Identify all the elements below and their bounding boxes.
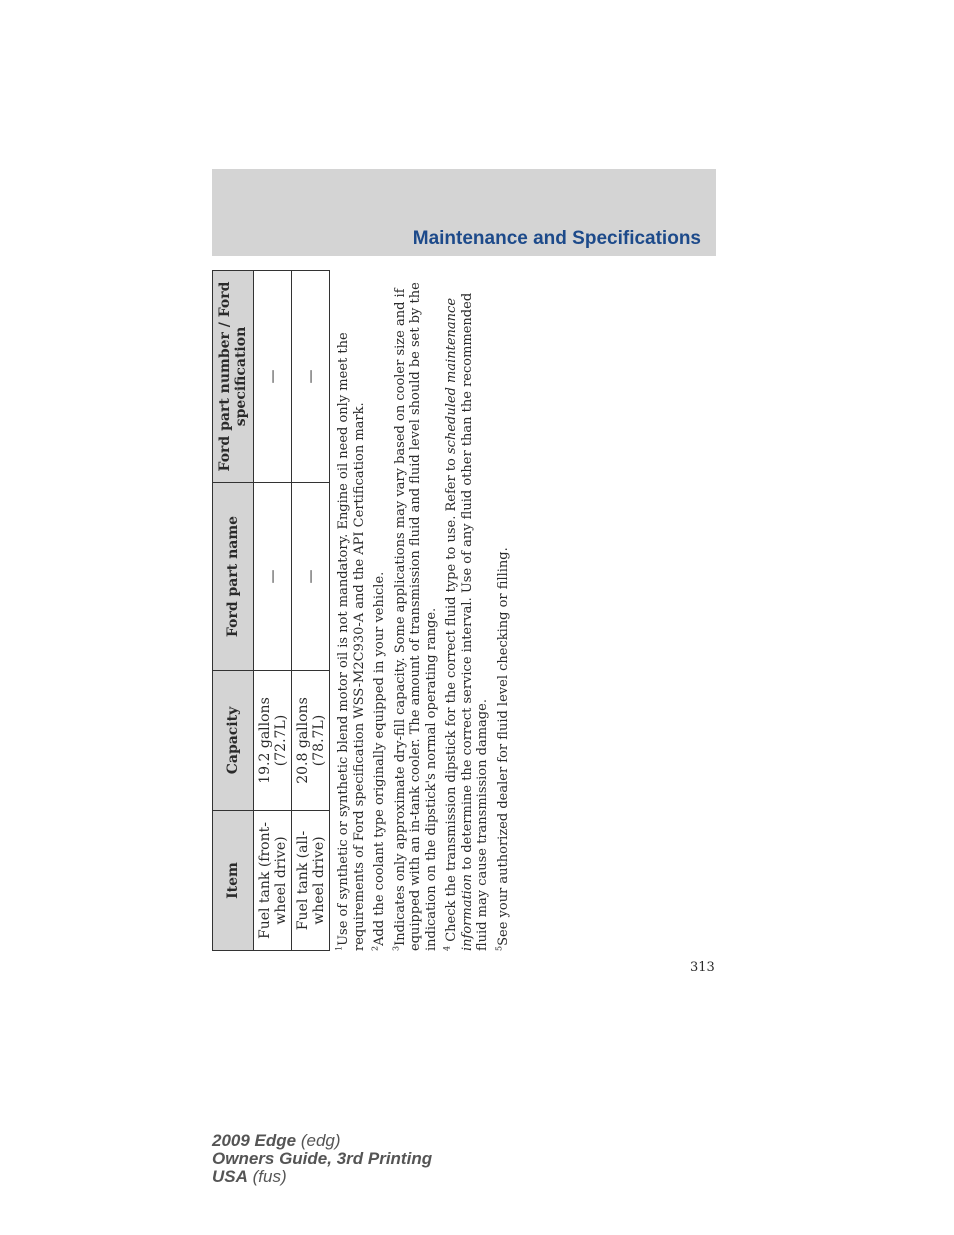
footnote-5 — [496, 271, 512, 951]
table-header-cell: Item — [213, 811, 254, 951]
footnote-text: Use of synthetic or synthetic blend motor oil is not mandatory. Engine oil need only meet the requirements of Ford specification WSS-M2C930-A and the API Certification mark. — [336, 332, 367, 951]
table-cell: — — [254, 271, 292, 483]
footer-line-3 — [212, 1168, 432, 1186]
footnote-4 — [444, 271, 491, 951]
table-cell: — — [292, 483, 330, 671]
footer-line-2: Owners Guide, 3rd Printing — [212, 1149, 433, 1168]
table-header-cell: Ford part number / Ford specification — [213, 271, 254, 483]
table-cell: — — [292, 271, 330, 483]
footnote-mark: 5 — [494, 945, 504, 951]
footnote-mark: 1 — [334, 945, 344, 951]
footnote-text: See your authorized dealer for fluid level checking or filling. — [495, 547, 511, 946]
footnote-text: Check the transmission dipstick for the correct fluid type to use. Refer to — [444, 454, 459, 946]
table-header-row — [213, 271, 254, 951]
footer-market: USA — [212, 1167, 248, 1186]
footnote-mark: 3 — [391, 945, 401, 951]
table-cell: Fuel tank (all-wheel drive) — [292, 811, 330, 951]
footer-market-code: (fus) — [247, 1167, 287, 1186]
page-number: 313 — [690, 960, 715, 975]
footnotes — [336, 271, 511, 951]
footnote-mark: 4 — [442, 945, 452, 951]
rotated-content-inner — [212, 271, 532, 951]
footer-model-code: (edg) — [296, 1131, 341, 1150]
table-cell: 19.2 gallons (72.7L) — [254, 671, 292, 811]
footnote-2 — [372, 271, 388, 951]
table-row — [254, 271, 292, 951]
footnote-mark: 2 — [370, 945, 380, 951]
table-cell: — — [254, 483, 292, 671]
rotated-content — [212, 271, 532, 951]
capacity-table — [212, 270, 330, 951]
table-row — [292, 271, 330, 951]
section-title: Maintenance and Specifications — [412, 228, 701, 249]
footnote-3 — [393, 271, 440, 951]
table-cell: Fuel tank (front-wheel drive) — [254, 811, 292, 951]
table-header-cell: Ford part name — [213, 483, 254, 671]
document-footer — [212, 1132, 432, 1186]
footnote-text: to determine the correct service interval. Use of any fluid other than the recommended fluid may cause transmission damage. — [459, 292, 490, 951]
footnote-text: Add the coolant type originally equipped in your vehicle. — [372, 571, 387, 946]
footnote-reference: scheduled maintenance information — [444, 297, 475, 951]
footnote-text: Indicates only approximate dry-fill capacity. Some applications may vary based on cooler size and if equipped with an in-tank cooler. The amount of transmission fluid and fluid level should be set by the indication on the dipstick's normal operating range. — [392, 282, 439, 951]
table-cell: 20.8 gallons (78.7L) — [292, 671, 330, 811]
section-header-band — [212, 169, 716, 256]
footnote-1 — [336, 271, 367, 951]
footer-model: 2009 Edge — [212, 1131, 297, 1150]
footer-line-1 — [212, 1132, 432, 1150]
table-header-cell: Capacity — [213, 671, 254, 811]
